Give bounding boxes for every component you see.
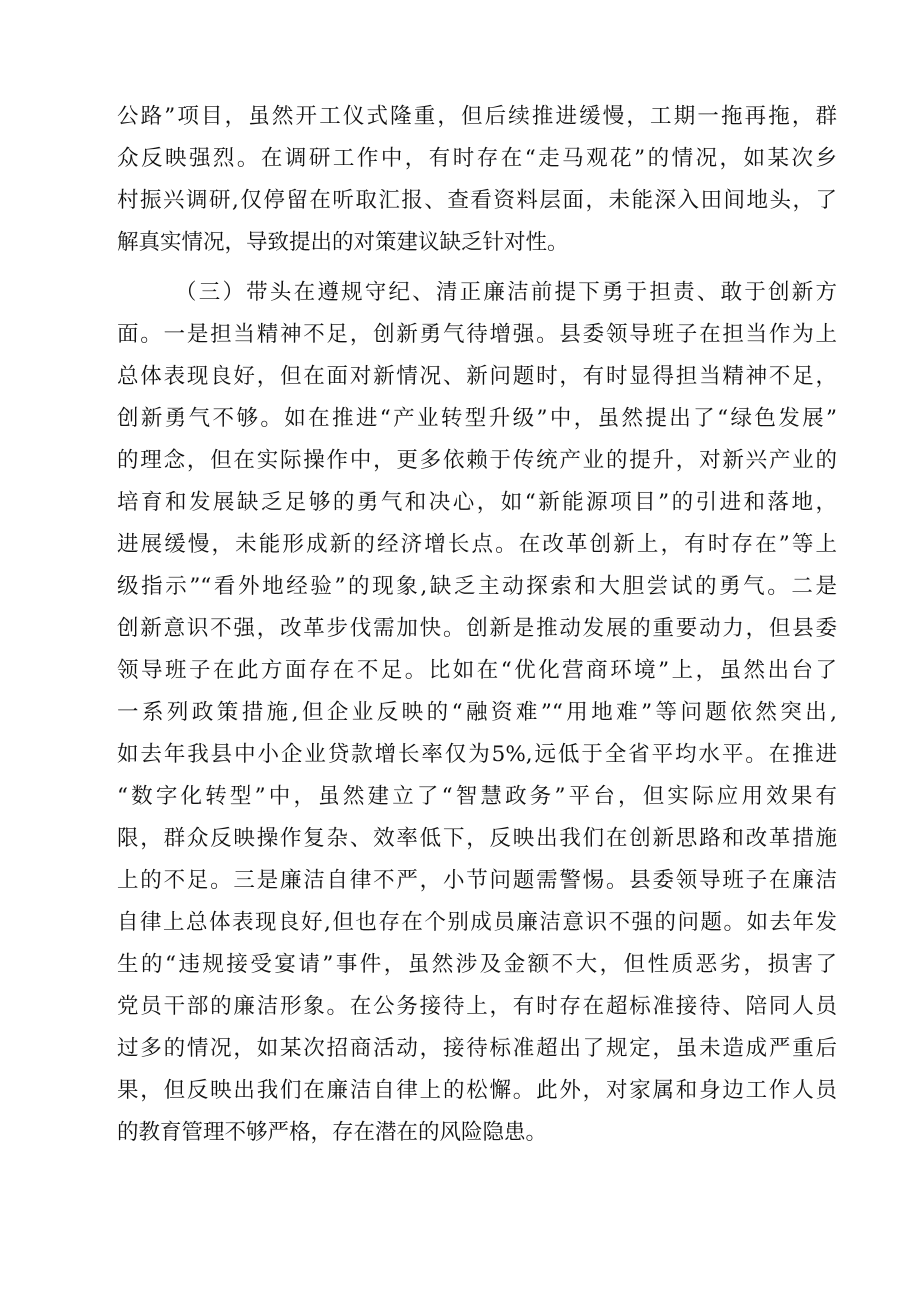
text-line: 的教育管理不够严格，存在潜在的风险隐患。 xyxy=(117,1120,548,1145)
text-line: 培育和发展缺乏足够的勇气和决心，如“新能源项目”的引进和落地， xyxy=(117,490,837,515)
document-page xyxy=(117,96,837,1154)
text-line: 进展缓慢，未能形成新的经济增长点。在改革创新上，有时存在”等上 xyxy=(117,532,837,557)
text-line: 限，群众反映操作复杂、效率低下，反映出我们在创新思路和改革措施 xyxy=(117,826,837,851)
paragraph-section-three xyxy=(117,272,837,1154)
text-line: 村振兴调研,仅停留在听取汇报、查看资料层面，未能深入田间地头，了 xyxy=(117,188,837,213)
text-line: 果，但反映出我们在廉洁自律上的松懈。此外，对家属和身边工作人员 xyxy=(117,1078,837,1103)
text-line: 如去年我县中小企业贷款增长率仅为5%,远低于全省平均水平。在推进 xyxy=(117,742,837,767)
text-line: 的理念，但在实际操作中，更多依赖于传统产业的提升，对新兴产业的 xyxy=(117,448,837,473)
text-line: 公路”项目，虽然开工仪式隆重，但后续推进缓慢，工期一拖再拖，群 xyxy=(117,104,837,129)
text-line: 创新勇气不够。如在推进“产业转型升级”中，虽然提出了“绿色发展” xyxy=(117,406,837,431)
text-line: 自律上总体表现良好,但也存在个别成员廉洁意识不强的问题。如去年发 xyxy=(117,910,837,935)
text-line: 面。一是担当精神不足，创新勇气待增强。县委领导班子在担当作为上 xyxy=(117,322,837,347)
text-line: 总体表现良好，但在面对新情况、新问题时，有时显得担当精神不足， xyxy=(117,364,837,389)
section-heading-line: （三）带头在遵规守纪、清正廉洁前提下勇于担责、敢于创新方 xyxy=(175,280,837,305)
text-line: 上的不足。三是廉洁自律不严，小节问题需警惕。县委领导班子在廉洁 xyxy=(117,868,837,893)
text-line: 领导班子在此方面存在不足。比如在“优化营商环境”上，虽然出台了 xyxy=(117,658,837,683)
text-line: 级指示”“看外地经验”的现象,缺乏主动探索和大胆尝试的勇气。二是 xyxy=(117,574,837,599)
text-line: 一系列政策措施,但企业反映的“融资难”“用地难”等问题依然突出, xyxy=(117,700,837,725)
paragraph-continuation xyxy=(117,96,837,264)
text-line: 众反映强烈。在调研工作中，有时存在“走马观花”的情况，如某次乡 xyxy=(117,146,837,171)
text-line: 生的“违规接受宴请”事件，虽然涉及金额不大，但性质恶劣，损害了 xyxy=(117,952,837,977)
text-line: “数字化转型”中，虽然建立了“智慧政务”平台，但实际应用效果有 xyxy=(117,784,837,809)
text-line: 党员干部的廉洁形象。在公务接待上，有时存在超标准接待、陪同人员 xyxy=(117,994,837,1019)
text-line: 解真实情况，导致提出的对策建议缺乏针对性。 xyxy=(117,230,569,255)
text-line: 创新意识不强，改革步伐需加快。创新是推动发展的重要动力，但县委 xyxy=(117,616,837,641)
text-line: 过多的情况，如某次招商活动，接待标准超出了规定，虽未造成严重后 xyxy=(117,1036,837,1061)
